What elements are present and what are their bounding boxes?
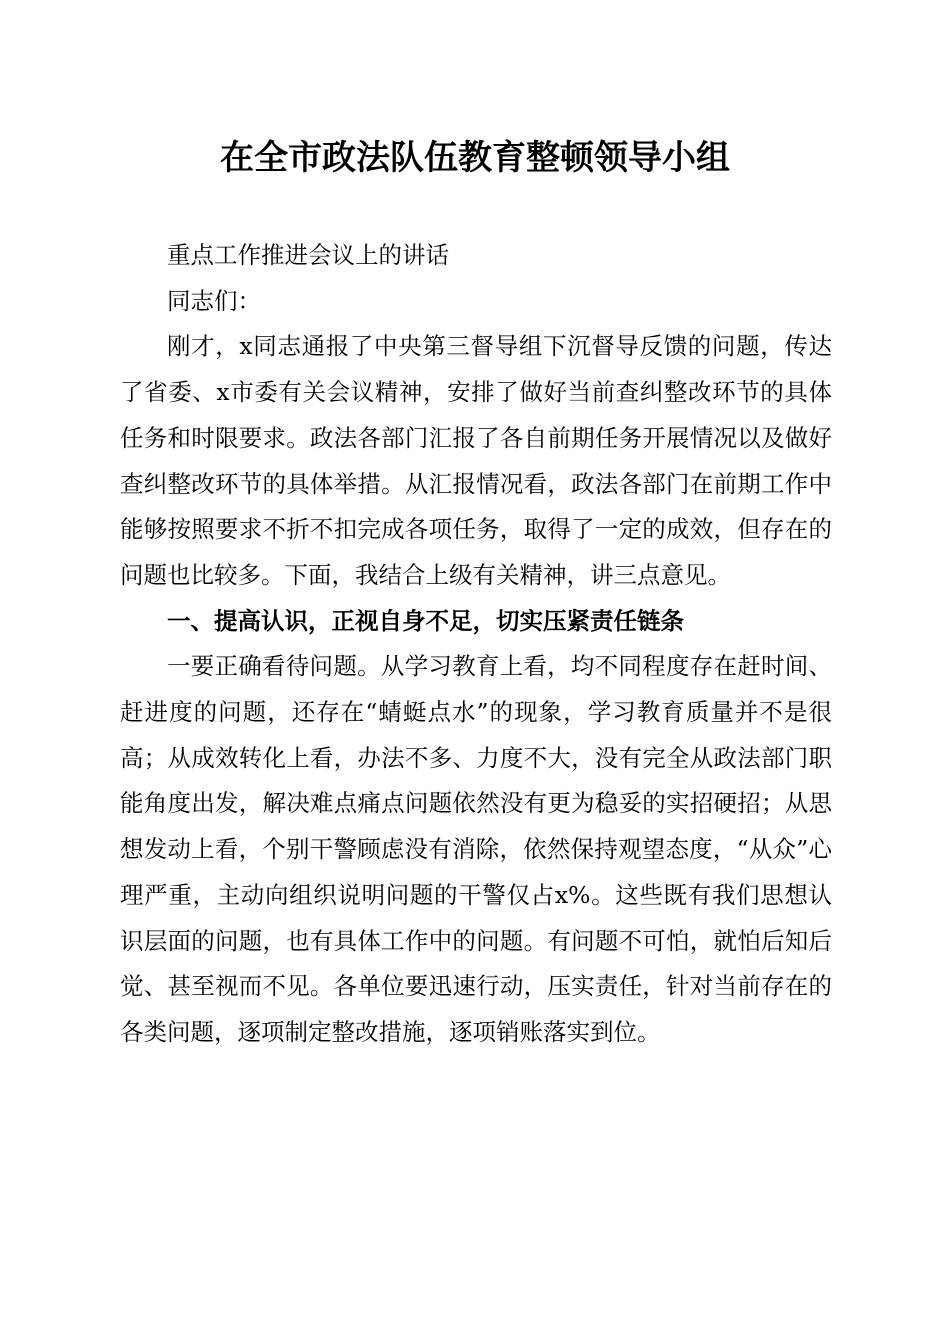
section-1-paragraph: 一要正确看待问题。从学习教育上看，均不同程度存在赶时间、赶进度的问题，还存在“蜻蜓点水”的现象，学习教育质量并不是很高；从成效转化上看，办法不多、力度不大，没有完全从政法部门职能角度出发，解决难点痛点问题依然没有更为稳妥的实招硬招；从思想发动上看，个别干警顾虑没有消除，依然保持观望态度，“从众”心理严重，主动向组织说明问题的干警仅占x%。这些既有我们思想认识层面的问题，也有具体工作中的问题。有问题不可怕，就怕后知后觉、甚至视而不见。各单位要迅速行动，压实责任，针对当前存在的各类问题，逐项制定整改措施，逐项销账落实到位。 bbox=[120, 652, 832, 1046]
document-title: 在全市政法队伍教育整顿领导小组 bbox=[220, 138, 730, 178]
document-body bbox=[120, 233, 832, 1056]
salutation: 同志们： bbox=[167, 286, 261, 315]
intro-paragraph: 刚才，x同志通报了中央第三督导组下沉督导反馈的问题，传达了省委、x市委有关会议精神，安排了做好当前查纠整改环节的具体任务和时限要求。政法各部门汇报了各自前期任务开展情况以及做好查纠整改环节的具体举措。从汇报情况看，政法各部门在前期工作中能够按照要求不折不扣完成各项任务，取得了一定的成效，但存在的问题也比较多。下面，我结合上级有关精神，讲三点意见。 bbox=[120, 332, 832, 589]
document-subtitle: 重点工作推进会议上的讲话 bbox=[167, 241, 449, 269]
section-1-heading: 一、提高认识，正视自身不足，切实压紧责任链条 bbox=[167, 606, 684, 635]
